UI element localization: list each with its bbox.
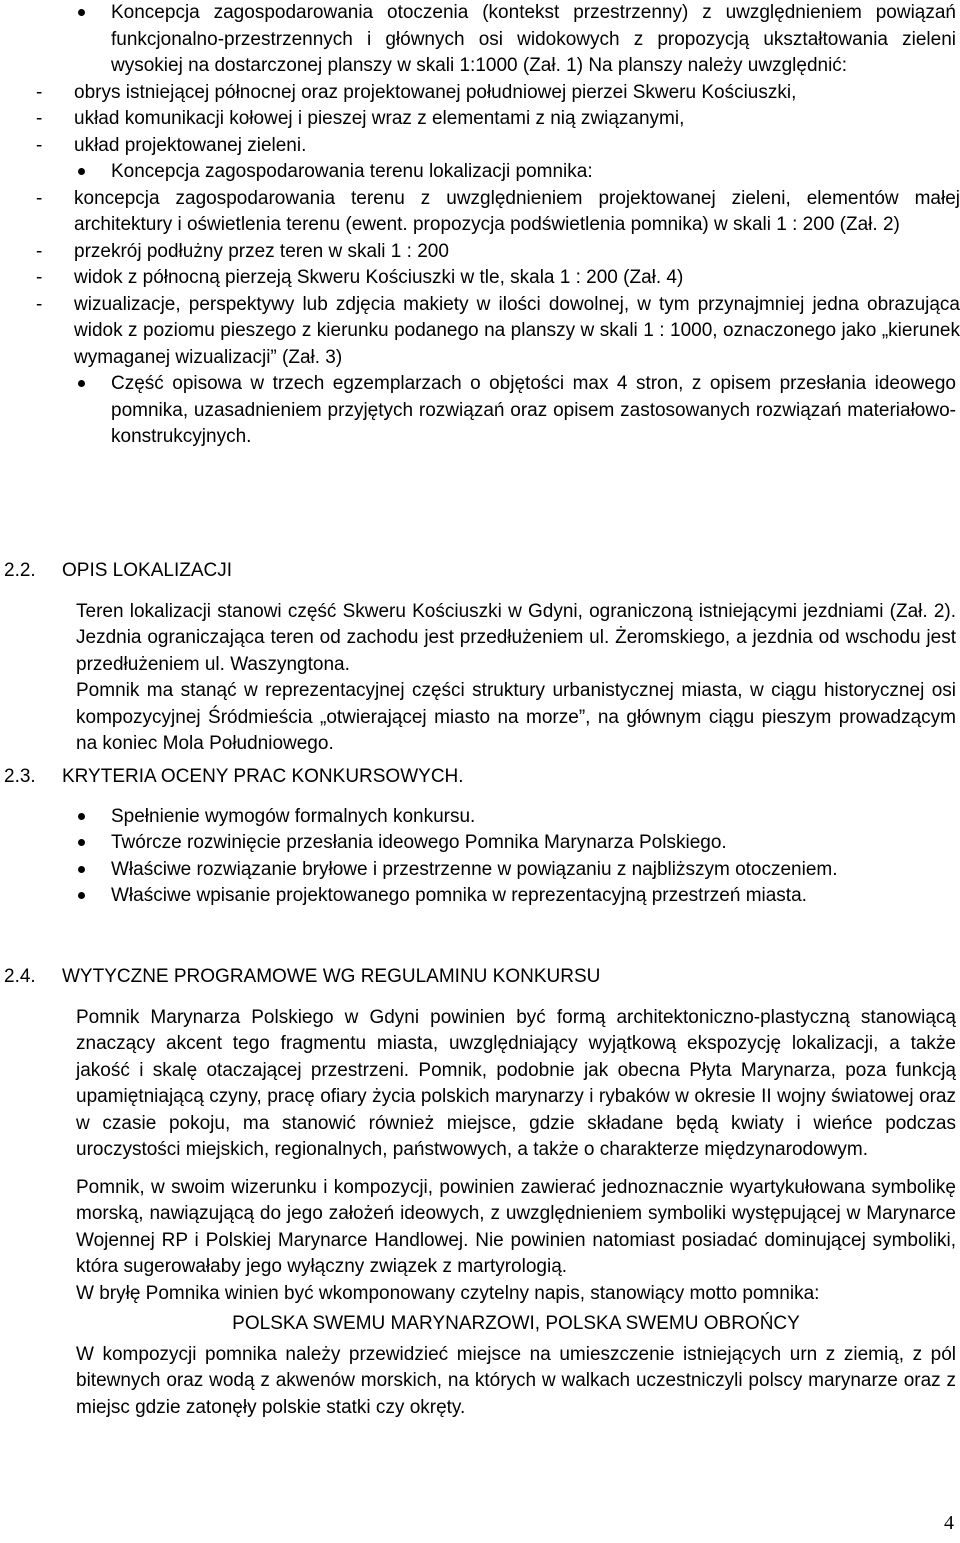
section-title: KRYTERIA OCENY PRAC KONKURSOWYCH. <box>62 766 464 787</box>
dash-list <box>0 186 960 372</box>
dash-item-text: układ projektowanej zieleni. <box>74 134 307 156</box>
criteria-item <box>0 830 960 857</box>
paragraph: Pomnik Marynarza Polskiego w Gdyni powinien być formą architektoniczno-plastyczną stanowiącą znaczący akcent tego fragmentu miasta, uwzględniający wyjątkową ekspozycję lokalizacji, a także jakość i skalę otaczającej przestrzeni. Pomnik, podobnie jak obecna Płyta Marynarza, poza funkcją upamiętniającą czyny, pracę ofiary życia polskich marynarzy i rybaków w okresie II wojny światowej oraz w czasie pokoju, ma stanowić również miejsce, gdzie składane będą kwiaty i wieńce podczas uroczystości miejskich, regionalnych, państwowych, a także o charakterze międzynarodowym. <box>76 1006 956 1160</box>
section-title: OPIS LOKALIZACJI <box>62 560 232 581</box>
dash-item <box>0 80 960 107</box>
dash-item <box>0 265 960 292</box>
section-location <box>0 558 960 758</box>
dash-icon: - <box>36 267 43 288</box>
bullet-text: Koncepcja zagospodarowania otoczenia (kontekst przestrzenny) z uwzględnieniem powiązań funkcjonalno-przestrzennych i głównych osi widokowych z propozycją ukształtowania zieleni wysokiej na dostarczonej planszy w skali 1:1000 (Zał. 1) Na planszy należy uwzględnić: <box>111 2 956 76</box>
dash-item <box>0 239 960 266</box>
section-heading <box>0 964 960 991</box>
bullet-text: Właściwe rozwiązanie bryłowe i przestrzenne w powiązaniu z najbliższym otoczeniem. <box>111 858 838 880</box>
dash-icon: - <box>36 293 43 315</box>
section-number: 2.2. <box>4 560 36 581</box>
bullet-item <box>0 159 960 186</box>
bullet-text: Koncepcja zagospodarowania terenu lokalizacji pomnika: <box>111 161 593 182</box>
section-heading <box>0 558 960 585</box>
motto: POLSKA SWEMU MARYNARZOWI, POLSKA SWEMU OBROŃCY <box>232 1313 800 1334</box>
dash-list <box>0 80 960 160</box>
dash-item-text: wizualizacje, perspektywy lub zdjęcia makiety w ilości dowolnej, w tym przynajmniej jedna obrazująca widok z poziomu pieszego z kierunku podanego na planszy w skali 1 : 1000, oznaczonego jako „kierunek wymaganej wizualizacji” (Zał. 3) <box>74 293 960 368</box>
paragraph: W bryłę Pomnika winien być wkomponowany czytelny napis, stanowiący motto pomnika: <box>76 1282 820 1304</box>
requirements-list <box>0 0 960 451</box>
bullet-text: Właściwe wpisanie projektowanego pomnika w reprezentacyjną przestrzeń miasta. <box>111 885 807 906</box>
dash-item-text: koncepcja zagospodarowania terenu z uwzględnieniem projektowanej zieleni, elementów małej architektury i oświetlenia terenu (ewent. propozycja podświetlenia pomnika) w skali 1 : 200 (Zał. 2) <box>74 187 960 235</box>
dash-item <box>0 133 960 160</box>
dash-icon: - <box>36 81 43 103</box>
bullet-item <box>0 0 960 80</box>
dash-icon: - <box>36 187 43 209</box>
dash-icon: - <box>36 108 43 129</box>
dash-item <box>0 292 960 372</box>
criteria-item <box>0 804 960 831</box>
dash-icon: - <box>36 240 43 262</box>
page-number: 4 <box>944 1512 954 1534</box>
paragraph: W kompozycji pomnika należy przewidzieć miejsce na umieszczenie istniejących urn z ziemią, z pól bitewnych oraz wodą z akwenów morskich, na których w walkach uczestniczyli polscy marynarze oraz z miejsc gdzie zatonęły polskie statki czy okręty. <box>76 1343 956 1418</box>
section-guidelines <box>0 964 960 1421</box>
bullet-text: Twórcze rozwinięcie przesłania ideowego Pomnika Marynarza Polskiego. <box>111 832 727 853</box>
dash-item <box>0 106 960 133</box>
section-number: 2.4. <box>4 966 36 987</box>
bullet-item <box>0 371 960 451</box>
criteria-item <box>0 883 960 910</box>
criteria-item <box>0 857 960 884</box>
paragraph: Pomnik ma stanąć w reprezentacyjnej części struktury urbanistycznej miasta, w ciągu historycznej osi kompozycyjnej Śródmieścia „otwierającej miasto na morze”, na głównym ciągu pieszym prowadzącym na koniec Mola Południowego. <box>76 680 956 754</box>
dash-item <box>0 186 960 239</box>
section-title: WYTYCZNE PROGRAMOWE WG REGULAMINU KONKURSU <box>62 966 601 987</box>
section-heading <box>0 764 960 791</box>
bullet-text: Część opisowa w trzech egzemplarzach o objętości max 4 stron, z opisem przesłania ideowego pomnika, uzasadnieniem przyjętych rozwiązań oraz opisem zastosowanych rozwiązań materiałowo-konstrukcyjnych. <box>111 373 956 447</box>
dash-item-text: widok z północną pierzeją Skweru Kościuszki w tle, skala 1 : 200 (Zał. 4) <box>74 267 684 288</box>
dash-icon: - <box>36 134 43 156</box>
dash-item-text: obrys istniejącej północnej oraz projektowanej południowej pierzei Skweru Kościuszki, <box>74 81 797 103</box>
dash-item-text: przekrój podłużny przez teren w skali 1 : 200 <box>74 240 449 262</box>
section-criteria <box>0 764 960 910</box>
paragraph: Pomnik, w swoim wizerunku i kompozycji, powinien zawierać jednoznacznie wyartykułowana symbolikę morską, nawiązującą do jego założeń ideowych, z uwzględnieniem symboliki występującej w Marynarce Wojennej RP i Polskiej Marynarce Handlowej. Nie powinien natomiast posiadać dominującej symboliki, która sugerowałaby jego wyłączny związek z martyrologią. <box>76 1176 956 1277</box>
bullet-text: Spełnienie wymogów formalnych konkursu. <box>111 805 476 827</box>
paragraph: Teren lokalizacji stanowi część Skweru Kościuszki w Gdyni, ograniczoną istniejącymi jezdniami (Zał. 2). Jezdnia ograniczająca teren od zachodu jest przedłużeniem ul. Żeromskiego, a jezdnia od wschodu jest przedłużeniem ul. Waszyngtona. <box>76 600 956 675</box>
dash-item-text: układ komunikacji kołowej i pieszej wraz z elementami z nią związanymi, <box>74 108 685 129</box>
section-number: 2.3. <box>4 766 36 787</box>
